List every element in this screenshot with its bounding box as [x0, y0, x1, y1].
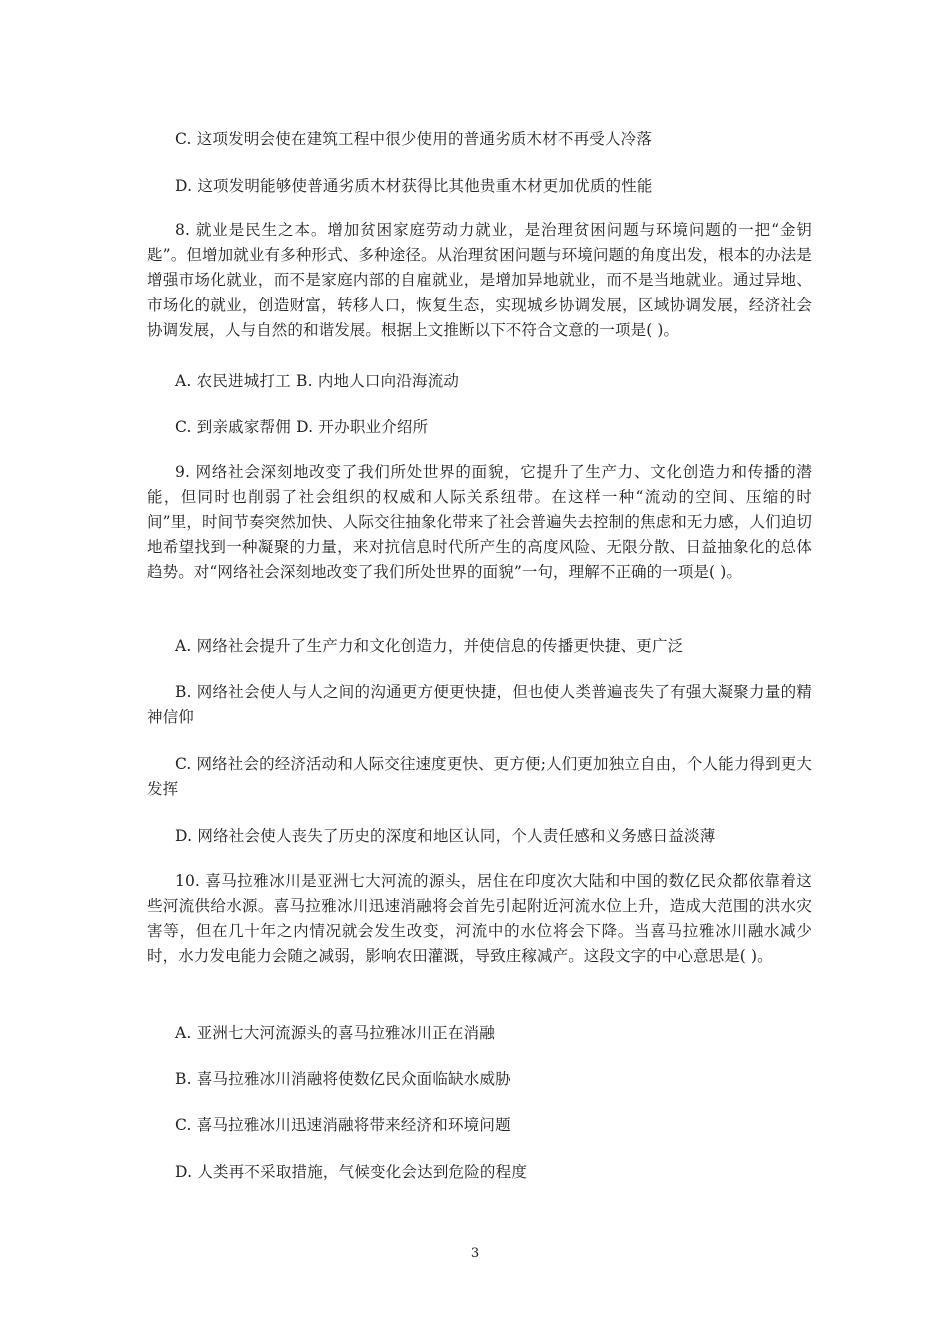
q9-option-c-text: C. 网络社会的经济活动和人际交往速度更快、更方便;人们更加独立自由，个人能力得到更大发挥 [147, 755, 812, 798]
q8-stem-text: 8. 就业是民生之本。增加贫困家庭劳动力就业，是治理贫困问题与环境问题的一把“金钥匙”。但增加就业有多种形式、多种途径。从治理贫困问题与环境问题的角度出发，根本的办法是增强市场化就业，而不是家庭内部的自雇就业，是增加异地就业，而不是当地就业。通过异地、市场化的就业，创造财富，转移人口，恢复生态，实现城乡协调发展，区域协调发展，经济社会协调发展，人与自然的和谐发展。根据上文推断以下不符合文意的一项是( )。 [147, 221, 812, 339]
q9-stem-text: 9. 网络社会深刻地改变了我们所处世界的面貌，它提升了生产力、文化创造力和传播的潜能，但同时也削弱了社会组织的权威和人际关系纽带。在这样一种“流动的空间、压缩的时间”里，时间节奏突然加快、人际交往抽象化带来了社会普遍失去控制的焦虑和无力感，人们迫切地希望找到一种凝聚的力量，来对抗信息时代所产生的高度风险、无限分散、日益抽象化的总体趋势。对“网络社会深刻地改变了我们所处世界的面貌”一句，理解不正确的一项是( )。 [147, 463, 812, 581]
q10-option-a: A. 亚洲七大河流源头的喜马拉雅冰川正在消融 [175, 1024, 495, 1042]
q8-options-cd: C. 到亲戚家帮佣 D. 开办职业介绍所 [175, 418, 429, 436]
q9-option-b-text: B. 网络社会使人与人之间的沟通更方便更快捷，但也使人类普遍丧失了有强大凝聚力量的精神信仰 [147, 683, 812, 726]
q7-option-d: D. 这项发明能够使普通劣质木材获得比其他贵重木材更加优质的性能 [175, 177, 653, 195]
q8-options-ab: A. 农民进城打工 B. 内地人口向沿海流动 [175, 372, 460, 390]
q9-option-b [147, 680, 812, 730]
q10-stem-text: 10. 喜马拉雅冰川是亚洲七大河流的源头，居住在印度次大陆和中国的数亿民众都依靠着这些河流供给水源。喜马拉雅冰川迅速消融将会首先引起附近河流水位上升，造成大范围的洪水灾害等，但在几十年之内情况就会发生改变，河流中的水位将会下降。当喜马拉雅冰川融水减少时，水力发电能力会随之减弱，影响农田灌溉，导致庄稼减产。这段文字的中心意思是( )。 [147, 872, 812, 965]
q9-stem [147, 460, 812, 585]
q10-option-b: B. 喜马拉雅冰川消融将使数亿民众面临缺水威胁 [175, 1070, 511, 1088]
q9-option-a: A. 网络社会提升了生产力和文化创造力，并使信息的传播更快捷、更广泛 [175, 637, 684, 655]
q9-option-c [147, 752, 812, 802]
q9-option-d: D. 网络社会使人丧失了历史的深度和地区认同，个人责任感和义务感日益淡薄 [175, 827, 716, 845]
q10-option-d: D. 人类再不采取措施，气候变化会达到危险的程度 [175, 1163, 528, 1181]
q10-option-c: C. 喜马拉雅冰川迅速消融将带来经济和环境问题 [175, 1116, 511, 1134]
page-number: 3 [470, 1246, 480, 1261]
q8-stem [147, 218, 812, 343]
q7-option-c: C. 这项发明会使在建筑工程中很少使用的普通劣质木材不再受人冷落 [175, 130, 653, 148]
q10-stem [147, 869, 812, 969]
